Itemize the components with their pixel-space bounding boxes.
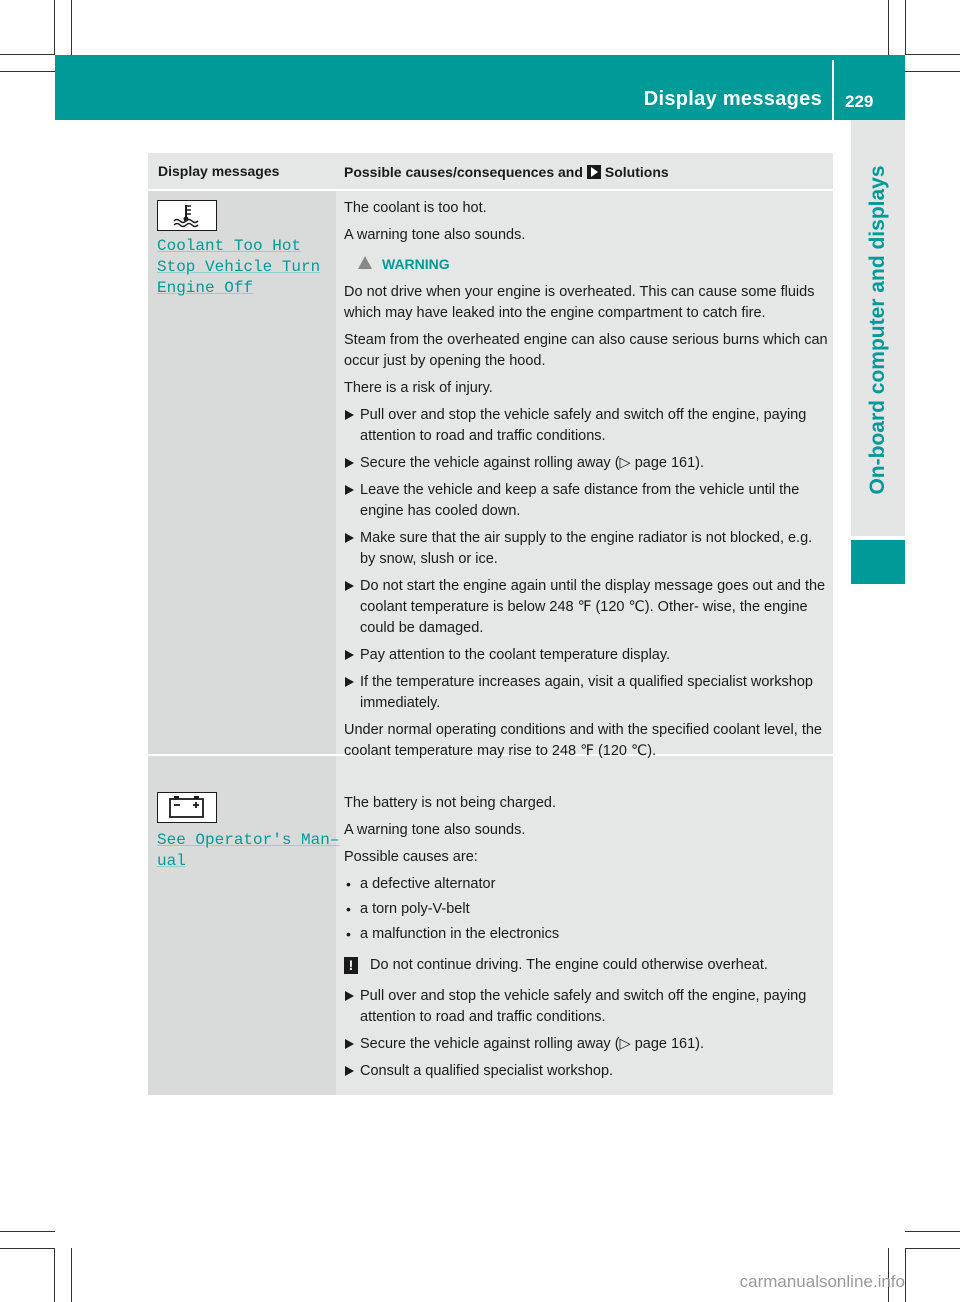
crop-mark xyxy=(905,0,906,55)
battery-icon xyxy=(157,792,217,823)
solution-step: Secure the vehicle against rolling away (▷ page 161). xyxy=(344,453,829,474)
warning-icon xyxy=(358,256,372,269)
header-text-solutions: Solutions xyxy=(604,164,669,180)
section-title: Display messages xyxy=(643,88,822,110)
battery-message xyxy=(157,830,339,872)
crop-mark xyxy=(905,1248,906,1302)
warning-text: Do not drive when your engine is overheated. This can cause some fluids which may have leaked into the engine compartment to catch fire. xyxy=(344,284,815,321)
crop-mark xyxy=(71,1248,72,1302)
message-line: See Operator's Man– xyxy=(157,831,340,849)
header-text-causes: Possible causes/consequences and xyxy=(344,164,583,180)
warning-text: There is a risk of injury. xyxy=(344,380,493,396)
solution-step: Secure the vehicle against rolling away (▷ page 161). xyxy=(344,1034,829,1055)
warning-label: WARNING xyxy=(382,256,450,272)
solution-step: If the temperature increases again, visit a qualified specialist workshop immediately. xyxy=(344,672,829,714)
crop-mark xyxy=(905,1248,960,1249)
crop-mark xyxy=(54,1248,55,1302)
message-line: Stop Vehicle Turn xyxy=(157,258,321,276)
cause-bullet: • a defective alternator xyxy=(344,874,829,895)
side-tab-label: On-board computer and displays xyxy=(866,165,889,495)
cause-text: A warning tone also sounds. xyxy=(344,227,526,243)
message-column xyxy=(148,189,336,1095)
cause-bullet: • a torn poly-V-belt xyxy=(344,899,829,920)
crop-mark xyxy=(905,54,960,55)
warning-text: Steam from the overheated engine can also cause serious burns which can occur just by opening the hood. xyxy=(344,332,828,369)
coolant-message xyxy=(157,236,320,299)
cause-bullet: • a malfunction in the electronics xyxy=(344,924,829,945)
cause-text: The battery is not being charged. xyxy=(344,795,556,811)
crop-mark xyxy=(0,1248,55,1249)
battery-solutions xyxy=(344,793,829,1088)
page-number: 229 xyxy=(845,92,874,111)
crop-mark xyxy=(0,54,55,55)
column-header-messages: Display messages xyxy=(158,163,280,179)
solution-step: Consult a qualified specialist workshop. xyxy=(344,1061,829,1082)
solution-step: Do not start the engine again until the display message goes out and the coolant temperature is below 248 ℉ (120 ℃). Other- wise, the engine could be damaged. xyxy=(344,576,829,639)
solution-step: Make sure that the air supply to the engine radiator is not blocked, e.g. by snow, slush or ice. xyxy=(344,528,829,570)
message-line: Engine Off xyxy=(157,279,254,297)
footer-note: Under normal operating conditions and with the specified coolant level, the coolant temperature may rise to 248 ℉ (120 ℃). xyxy=(344,722,822,759)
caution-note: ! Do not continue driving. The engine could otherwise overheat. xyxy=(344,955,829,976)
message-line: Coolant Too Hot xyxy=(157,237,302,255)
header-divider xyxy=(832,60,834,120)
table-header xyxy=(148,153,833,191)
cause-text: Possible causes are: xyxy=(344,849,478,865)
side-tab-marker xyxy=(851,540,905,584)
solution-step: Leave the vehicle and keep a safe distance from the vehicle until the engine has cooled down. xyxy=(344,480,829,522)
solution-step: Pull over and stop the vehicle safely and switch off the engine, paying attention to road and traffic conditions. xyxy=(344,405,829,447)
crop-mark xyxy=(71,0,72,55)
crop-mark xyxy=(888,0,889,55)
cause-text: A warning tone also sounds. xyxy=(344,822,526,838)
solution-step: Pull over and stop the vehicle safely and switch off the engine, paying attention to road and traffic conditions. xyxy=(344,986,829,1028)
crop-mark xyxy=(905,71,960,72)
crop-mark xyxy=(0,71,55,72)
crop-mark xyxy=(54,0,55,55)
solution-step: Pay attention to the coolant temperature display. xyxy=(344,645,829,666)
cause-text: The coolant is too hot. xyxy=(344,200,487,216)
warning-heading xyxy=(358,254,829,275)
crop-mark xyxy=(905,1231,960,1232)
message-line: ual xyxy=(157,852,186,870)
crop-mark xyxy=(0,1231,55,1232)
arrow-icon xyxy=(587,165,601,179)
column-header-solutions xyxy=(344,164,669,180)
watermark: carmanualsonline.info xyxy=(739,1272,905,1291)
coolant-solutions xyxy=(344,198,829,768)
coolant-temperature-icon xyxy=(157,200,217,231)
